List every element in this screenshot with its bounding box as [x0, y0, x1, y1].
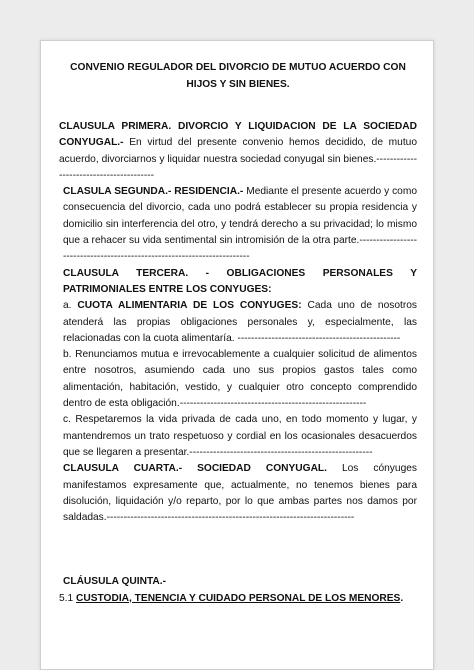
clause-3-a-heading: CUOTA ALIMENTARIA DE LOS CONYUGES:: [77, 300, 302, 312]
document-title: [59, 59, 417, 93]
document-page: [40, 40, 434, 670]
clause-5-1-heading: CUSTODIA, TENENCIA Y CUIDADO PERSONAL DE LOS MENORES: [76, 592, 401, 604]
clause-3-a: a. CUOTA ALIMENTARIA DE LOS CONYUGES: Cada uno de nosotros atenderá las propias obligaciones personales y, especialmente, las relacionadas con la cuota alimentaría. ------------------------------------------------: [63, 300, 417, 344]
clause-4: [59, 461, 417, 526]
clause-1-heading: CLAUSULA PRIMERA. DIVORCIO Y LIQUIDACION DE LA SOCIEDAD CONYUGAL.-: [59, 121, 417, 149]
clause-3-a-text: Cada uno de nosotros atenderá las propias obligaciones personales y, especialmente, las relacionadas con la cuota alimentaría. ------------------------------------------------: [63, 300, 417, 344]
clause-3-c: c. Respetaremos la vida privada de cada uno, en todo momento y lugar, y mantendremos un trato respetuoso y cordial en los ocasionales desacuerdos que se llegaren a presentar.------------------------------------------------------: [63, 414, 417, 458]
title-line-1: CONVENIO REGULADOR DEL DIVORCIO DE MUTUO ACUERDO CON: [70, 62, 406, 73]
clause-2-text: Mediante el presente acuerdo y como consecuencia del divorcio, cada uno podrá establecer su propia residencia y domicilio sin interferencia del otro, y tendrá derecho a su privacidad; lo mismo que a rehacer su vida sentimental sin intromisión de la otra parte.------------------------------------------------------------------------: [63, 186, 417, 263]
clause-1: [59, 119, 417, 184]
clause-5-heading: CLÁUSULA QUINTA.-: [63, 576, 166, 588]
clause-4-heading: CLAUSULA CUARTA.- SOCIEDAD CONYUGAL.: [63, 463, 327, 475]
clause-4-text: Los cónyuges manifestamos expresamente que, actualmente, no tenemos bienes para disolución, liquidación y/o reparto, por lo que ambas partes nos damos por saldadas.-------------------------------------------------------------------------: [63, 463, 417, 524]
clause-5-1: 5.1 CUSTODIA, TENENCIA Y CUIDADO PERSONAL DE LOS MENORES.: [59, 592, 404, 604]
document-body: [59, 59, 417, 607]
clause-1-text: En virtud del presente convenio hemos decidido, de mutuo acuerdo, divorciarnos y liquidar nuestra sociedad conyugal sin bienes.----------------------------------------: [59, 137, 417, 181]
clause-2: [59, 184, 417, 265]
clause-2-heading: CLASULA SEGUNDA.- RESIDENCIA.-: [63, 186, 244, 198]
title-line-2: HIJOS Y SIN BIENES.: [186, 79, 290, 90]
clause-3-b: b. Renunciamos mutua e irrevocablemente a cualquier solicitud de alimentos entre nosotros, asumiendo cada uno sus propios gastos tales como alimentación, habitación, vestido, y cualquier otro concepto comprendido dentro de esta obligación.-------------------------------------------------------: [63, 349, 417, 410]
clause-3-heading: CLAUSULA TERCERA. - OBLIGACIONES PERSONALES Y PATRIMONIALES ENTRE LOS CONYUGES:: [63, 267, 417, 295]
